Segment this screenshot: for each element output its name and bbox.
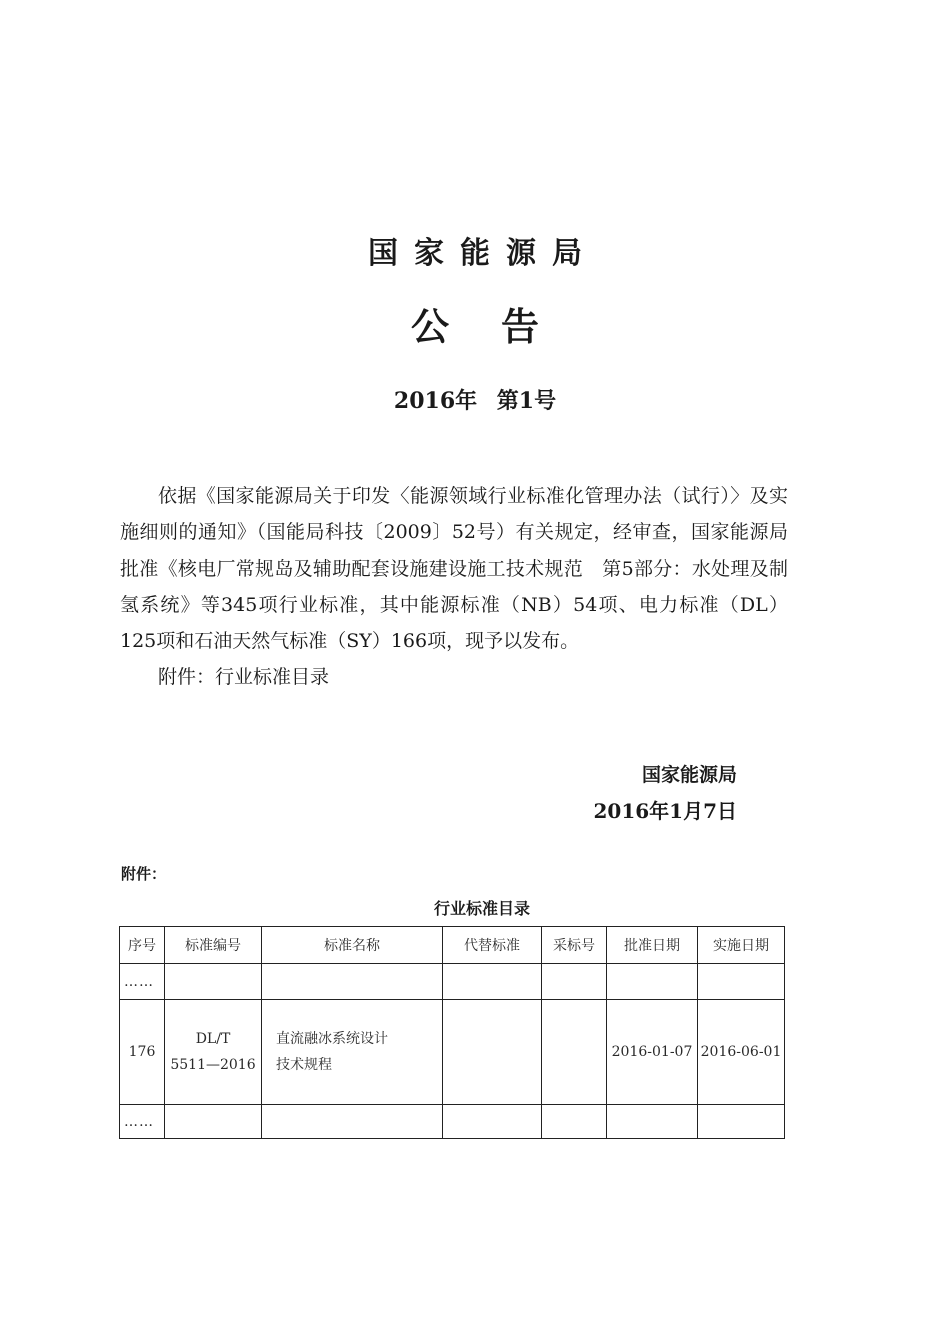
announcement-issue: 第1号: [496, 388, 557, 414]
signature-date: 2016年1月7日: [593, 799, 737, 823]
header-organization: 国家能源局: [368, 236, 598, 271]
attachment-label: 附件：: [121, 865, 167, 883]
cell-code-line2: 5511—2016: [170, 1057, 256, 1073]
attachment-reference: 附件：行业标准目录: [158, 666, 330, 689]
table-row-ellipsis: [120, 1105, 785, 1139]
announcement-number: [0, 384, 950, 415]
cell-name-line1: 直流融冰系统设计: [276, 1031, 388, 1047]
ellipsis-cell: ……: [120, 964, 165, 1000]
cell-approval-date: 2016-01-07: [607, 1000, 698, 1105]
table-title: 行业标准目录: [433, 899, 530, 918]
body-paragraph: 依据《国家能源局关于印发〈能源领域行业标准化管理办法（试行）〉及实施细则的通知》（国能局科技〔2009〕52号）有关规定，经审查，国家能源局批准《核电厂常规岛及辅助配套设施建设施工技术规范 第5部分：水处理及制氢系统》等345项行业标准，其中能源标准（NB）54项、电力标准（DL）125项和石油天然气标准（SY）166项，现予以发布。: [120, 485, 788, 653]
col-header-name: 标准名称: [262, 927, 443, 964]
ellipsis-cell: ……: [120, 1105, 165, 1139]
announcement-year: 2016年: [393, 388, 478, 414]
cell-seq: 176: [120, 1000, 165, 1105]
col-header-seq: 序号: [120, 927, 165, 964]
cell-name: [262, 1000, 443, 1105]
table-row: [120, 1000, 785, 1105]
cell-adopted: [542, 1000, 607, 1105]
col-header-replaces: 代替标准: [443, 927, 542, 964]
cell-code-line1: DL/T: [195, 1031, 231, 1047]
col-header-adopted: 采标号: [542, 927, 607, 964]
cell-replaces: [443, 1000, 542, 1105]
col-header-effective-date: 实施日期: [698, 927, 785, 964]
standards-catalog-table: [119, 926, 785, 1139]
cell-name-line2: 技术规程: [276, 1057, 332, 1073]
col-header-code: 标准编号: [165, 927, 262, 964]
document-title: 公告: [410, 305, 591, 349]
table-row-ellipsis: [120, 964, 785, 1000]
cell-code: [165, 1000, 262, 1105]
table-header-row: [120, 927, 785, 964]
cell-effective-date: 2016-06-01: [698, 1000, 785, 1105]
col-header-approval-date: 批准日期: [607, 927, 698, 964]
signature-organization: 国家能源局: [641, 764, 737, 786]
announcement-body: [120, 478, 788, 696]
